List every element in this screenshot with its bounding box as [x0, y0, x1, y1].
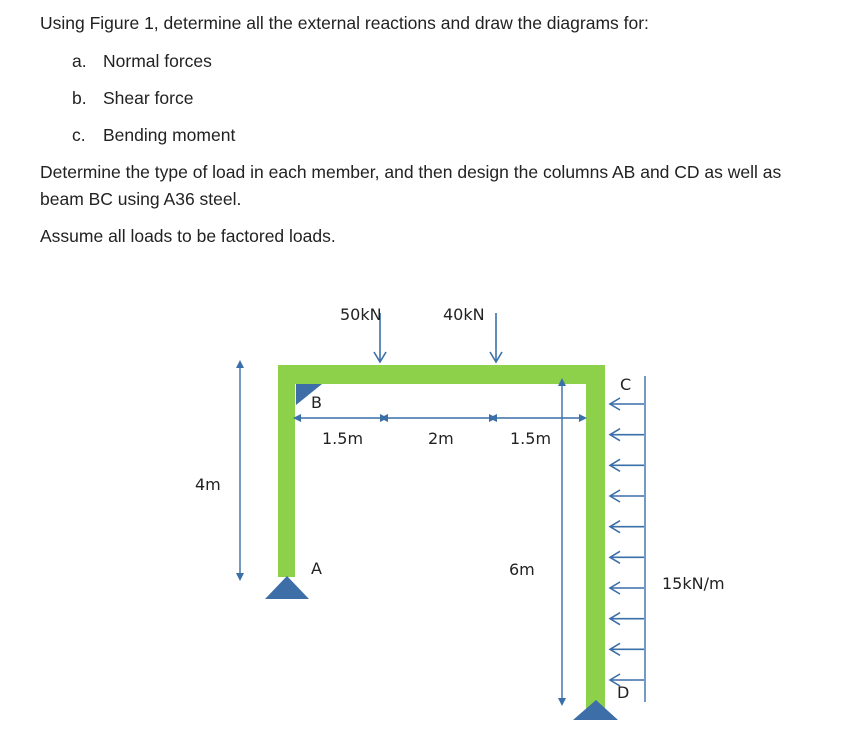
span-label-1: 1.5m	[322, 429, 364, 448]
height-label-left: 4m	[195, 475, 221, 494]
distributed-load-arrow	[610, 582, 644, 594]
pin-support-a-icon	[265, 576, 309, 599]
node-label-d: D	[617, 683, 630, 702]
load-label-40kn: 40kN	[443, 305, 485, 324]
distributed-load-arrow	[610, 398, 644, 410]
height-label-right: 6m	[509, 560, 535, 579]
list-marker-c: c.	[72, 125, 86, 145]
span-label-2: 2m	[428, 429, 454, 448]
intro-text: Using Figure 1, determine all the external reactions and draw the diagrams for:	[40, 13, 649, 33]
design-text-line2: beam BC using A36 steel.	[40, 189, 242, 209]
distributed-load-arrow	[610, 459, 644, 471]
list-marker-a: a.	[72, 51, 87, 71]
assumption-text: Assume all loads to be factored loads.	[40, 226, 336, 246]
distributed-load-label: 15kN/m	[662, 574, 725, 593]
distributed-load-arrow	[610, 521, 644, 533]
node-label-c: C	[620, 375, 632, 394]
distributed-load-arrow	[610, 551, 644, 563]
column-cd	[586, 365, 605, 710]
span-label-3: 1.5m	[510, 429, 552, 448]
node-label-a: A	[311, 559, 322, 578]
load-label-50kn: 50kN	[340, 305, 382, 324]
list-marker-b: b.	[72, 88, 87, 108]
load-arrow-40kn	[490, 313, 502, 362]
list-item-bending-moment: Bending moment	[103, 125, 236, 145]
design-text-line1: Determine the type of load in each member, and then design the columns AB and CD as well as	[40, 162, 782, 182]
distributed-load-arrow	[610, 429, 644, 441]
list-item-shear-force: Shear force	[103, 88, 194, 108]
pin-support-d-icon	[573, 700, 618, 720]
node-label-b: B	[311, 393, 322, 412]
distributed-load-arrow	[610, 613, 644, 625]
list-item-normal-forces: Normal forces	[103, 51, 212, 71]
distributed-load-arrows	[610, 398, 644, 686]
distributed-load-arrow	[610, 643, 644, 655]
column-ab	[278, 365, 295, 577]
beam-bc	[278, 365, 605, 384]
distributed-load-arrow	[610, 490, 644, 502]
